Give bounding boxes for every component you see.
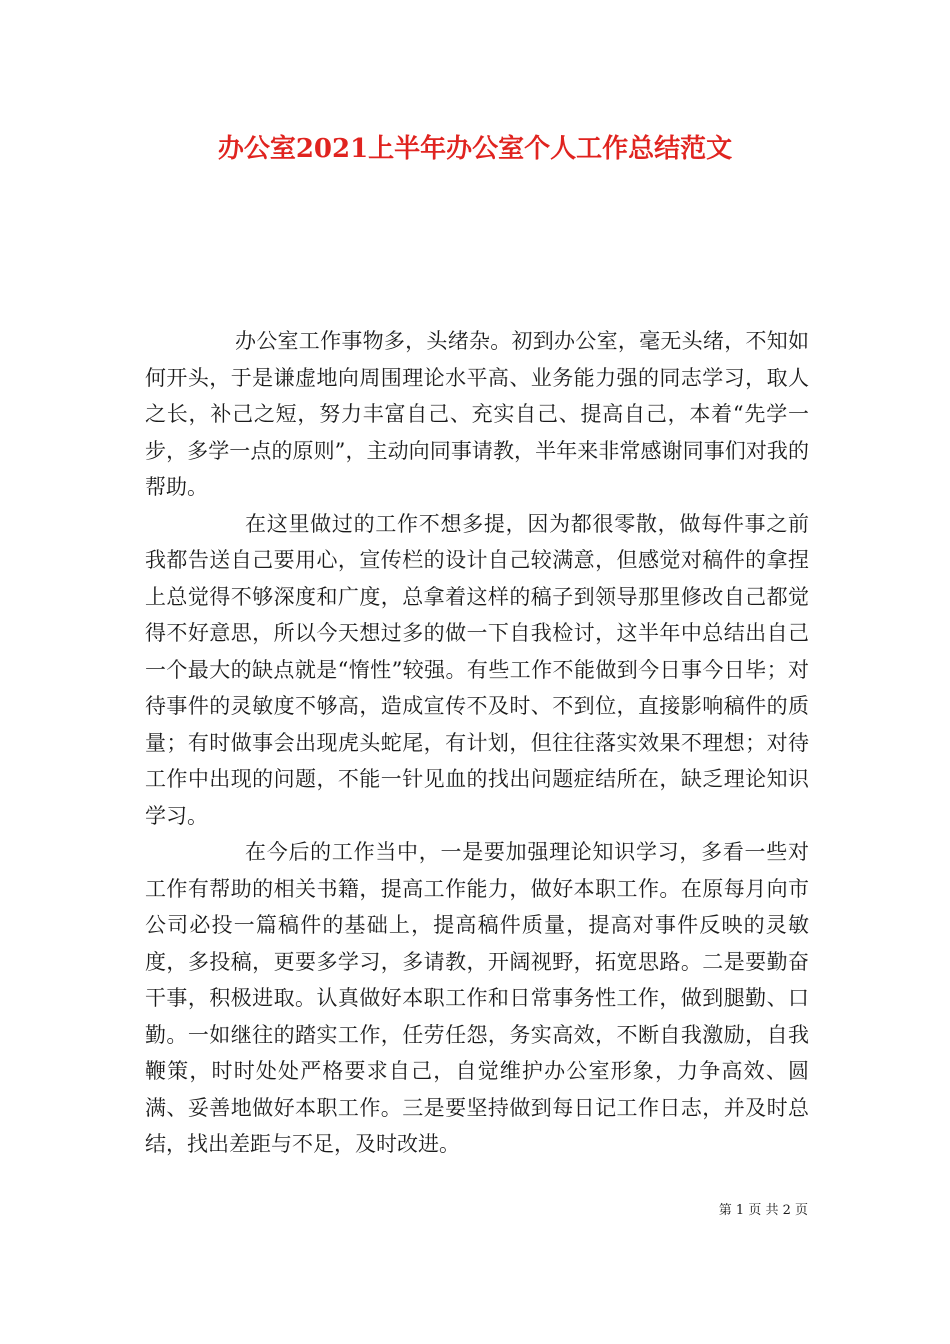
document-body	[145, 323, 809, 1163]
paragraph-intro: 办公室工作事物多，头绪杂。初到办公室，毫无头绪，不知如何开头，于是谦虚地向周围理论水平高、业务能力强的同志学习，取人之长，补己之短，努力丰富自己、充实自己、提高自己，本着“先学一步，多学一点的原则”，主动向同事请教，半年来非常感谢同事们对我的帮助。	[145, 329, 809, 499]
paragraph-self-review: 在这里做过的工作不想多提，因为都很零散，做每件事之前我都告送自己要用心，宣传栏的设计自己较满意，但感觉对稿件的拿捏上总觉得不够深度和广度，总拿着这样的稿子到领导那里修改自己都觉得不好意思，所以今天想过多的做一下自我检讨，这半年中总结出自己一个最大的缺点就是“惰性”较强。有些工作不能做到今日事今日毕；对待事件的灵敏度不够高，造成宣传不及时、不到位，直接影响稿件的质量；有时做事会出现虎头蛇尾，有计划，但往往落实效果不理想；对待工作中出现的问题，不能一针见血的找出问题症结所在，缺乏理论知识学习。	[145, 511, 809, 828]
paragraph-future-plan: 在今后的工作当中，一是要加强理论知识学习，多看一些对工作有帮助的相关书籍，提高工作能力，做好本职工作。在原每月向市公司必投一篇稿件的基础上，提高稿件质量，提高对事件反映的灵敏度，多投稿，更要多学习，多请教，开阔视野，拓宽思路。二是要勤奋干事，积极进取。认真做好本职工作和日常事务性工作，做到腿勤、口勤。一如继往的踏实工作，任劳任怨，务实高效，不断自我激励，自我鞭策，时时处处严格要求自己，自觉维护办公室形象，力争高效、圆满、妥善地做好本职工作。三是要坚持做到每日记工作日志，并及时总结，找出差距与不足，及时改进。	[145, 840, 809, 1156]
document-title: 办公室2021上半年办公室个人工作总结范文	[217, 134, 733, 164]
page-number-footer: 第 1 页 共 2 页	[718, 1203, 808, 1218]
